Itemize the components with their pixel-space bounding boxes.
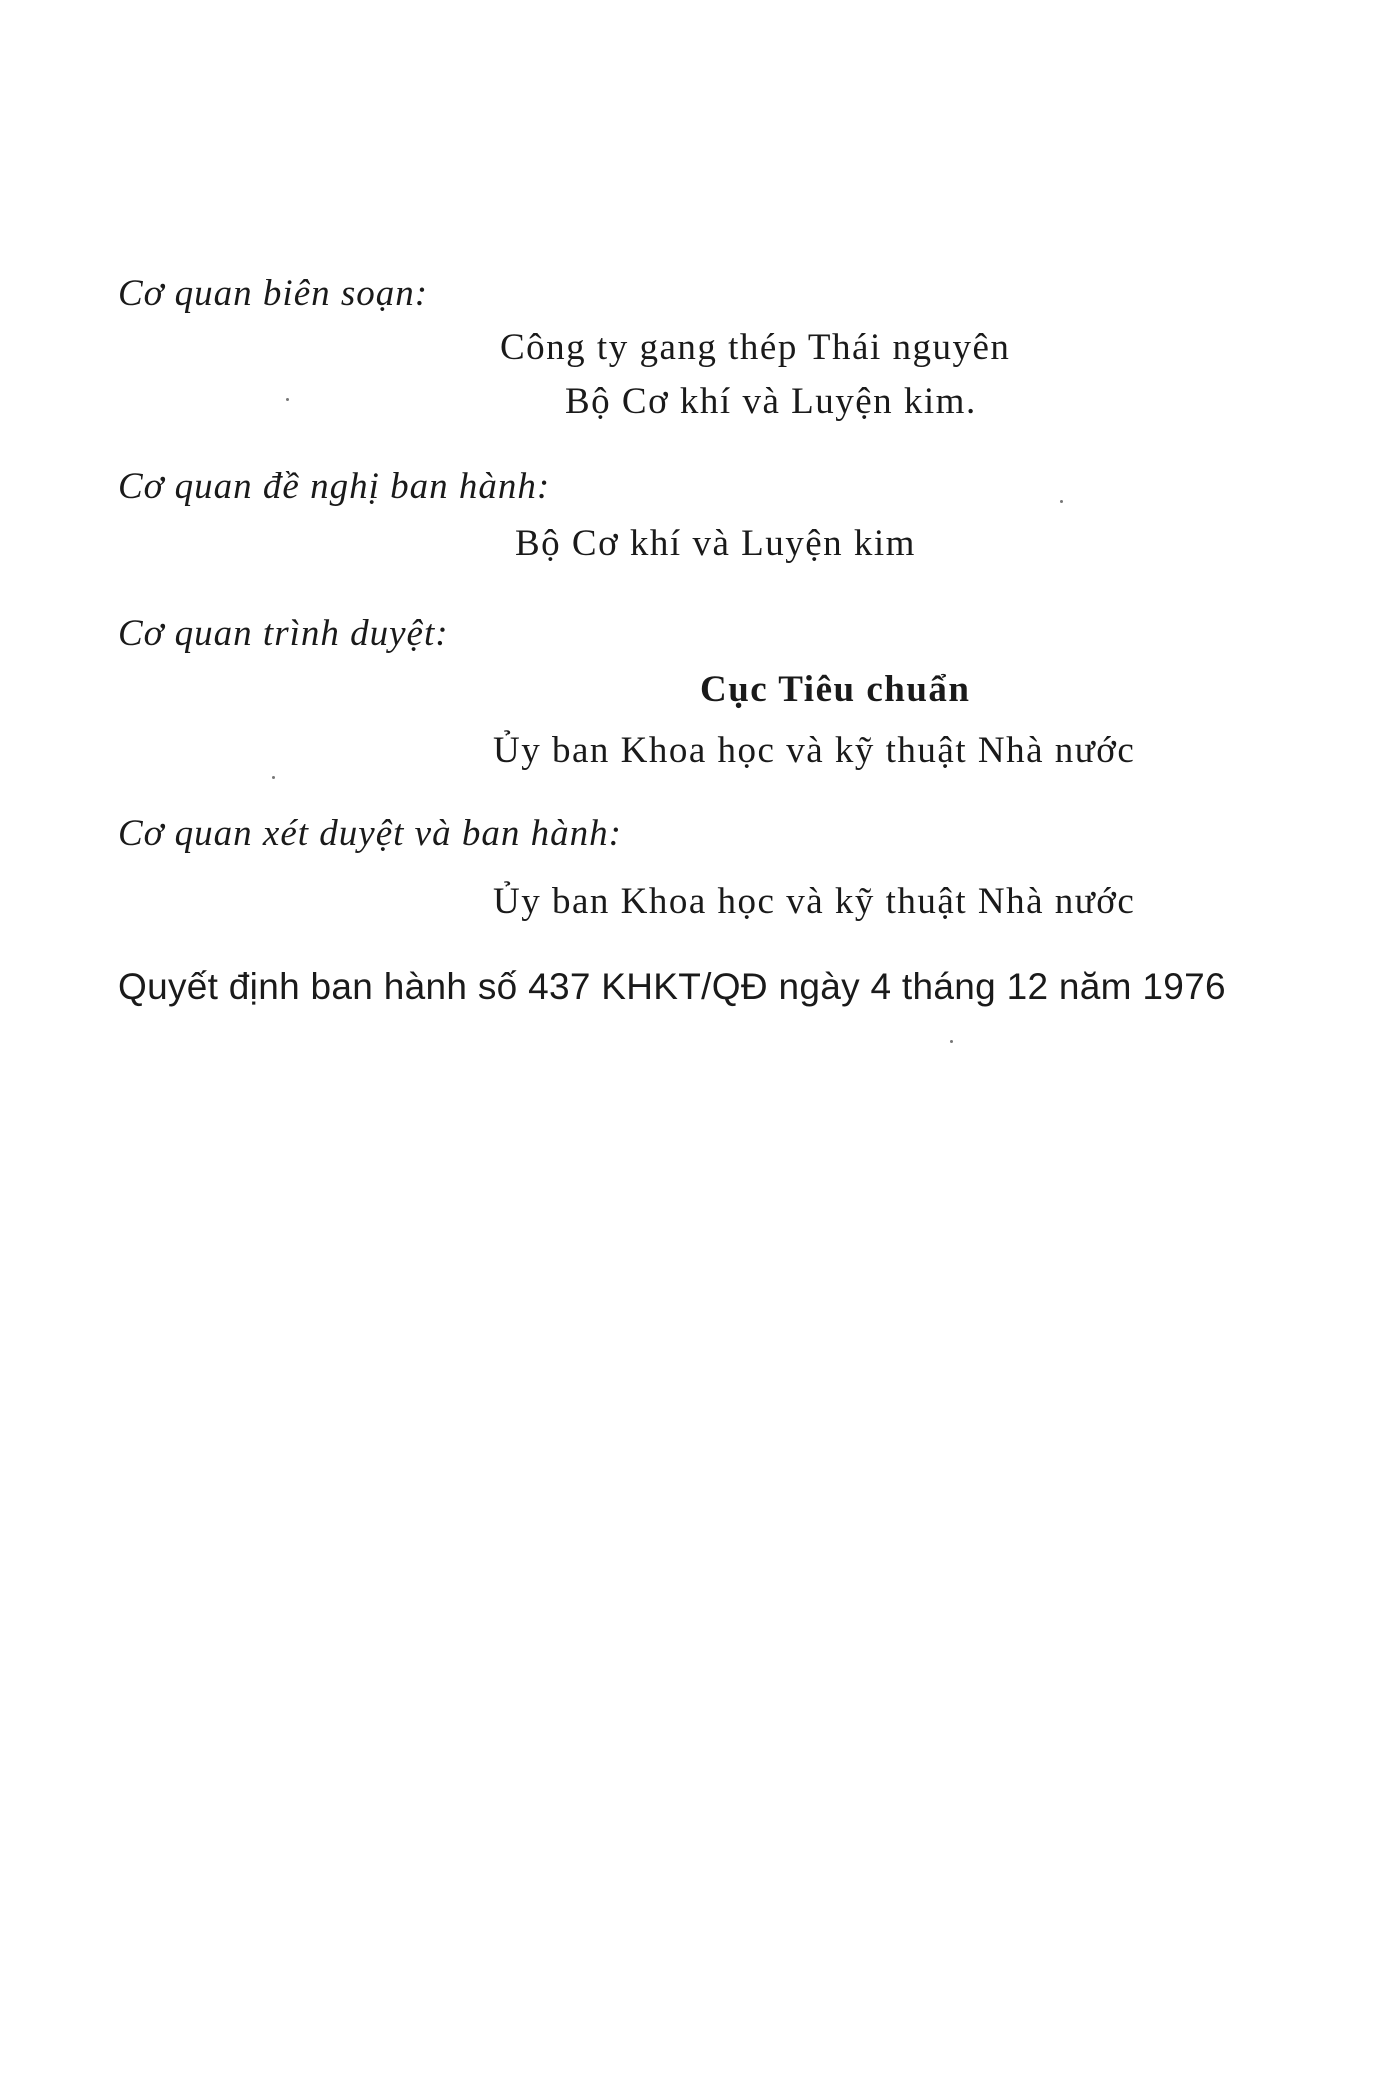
decision-line: Quyết định ban hành số 437 KHKT/QĐ ngày 4 tháng 12 năm 1976 <box>118 966 1226 1007</box>
scan-speck <box>272 776 275 779</box>
label-approving-agency: Cơ quan xét duyệt và ban hành: <box>118 813 622 854</box>
submitting-agency-line-1: Cục Tiêu chuẩn <box>700 669 971 710</box>
scan-speck <box>1060 500 1063 503</box>
scan-speck <box>950 1040 953 1043</box>
label-proposing-agency: Cơ quan đề nghị ban hành: <box>118 466 551 507</box>
drafting-agency-line-2: Bộ Cơ khí và Luyện kim. <box>565 381 977 422</box>
proposing-agency-line-1: Bộ Cơ khí và Luyện kim <box>515 523 916 564</box>
label-drafting-agency: Cơ quan biên soạn: <box>118 273 429 314</box>
label-submitting-agency: Cơ quan trình duyệt: <box>118 613 449 654</box>
approving-agency-line-1: Ủy ban Khoa học và kỹ thuật Nhà nước <box>493 881 1136 922</box>
scan-speck <box>286 398 289 401</box>
submitting-agency-line-2: Ủy ban Khoa học và kỹ thuật Nhà nước <box>493 730 1136 771</box>
drafting-agency-line-1: Công ty gang thép Thái nguyên <box>500 327 1011 368</box>
